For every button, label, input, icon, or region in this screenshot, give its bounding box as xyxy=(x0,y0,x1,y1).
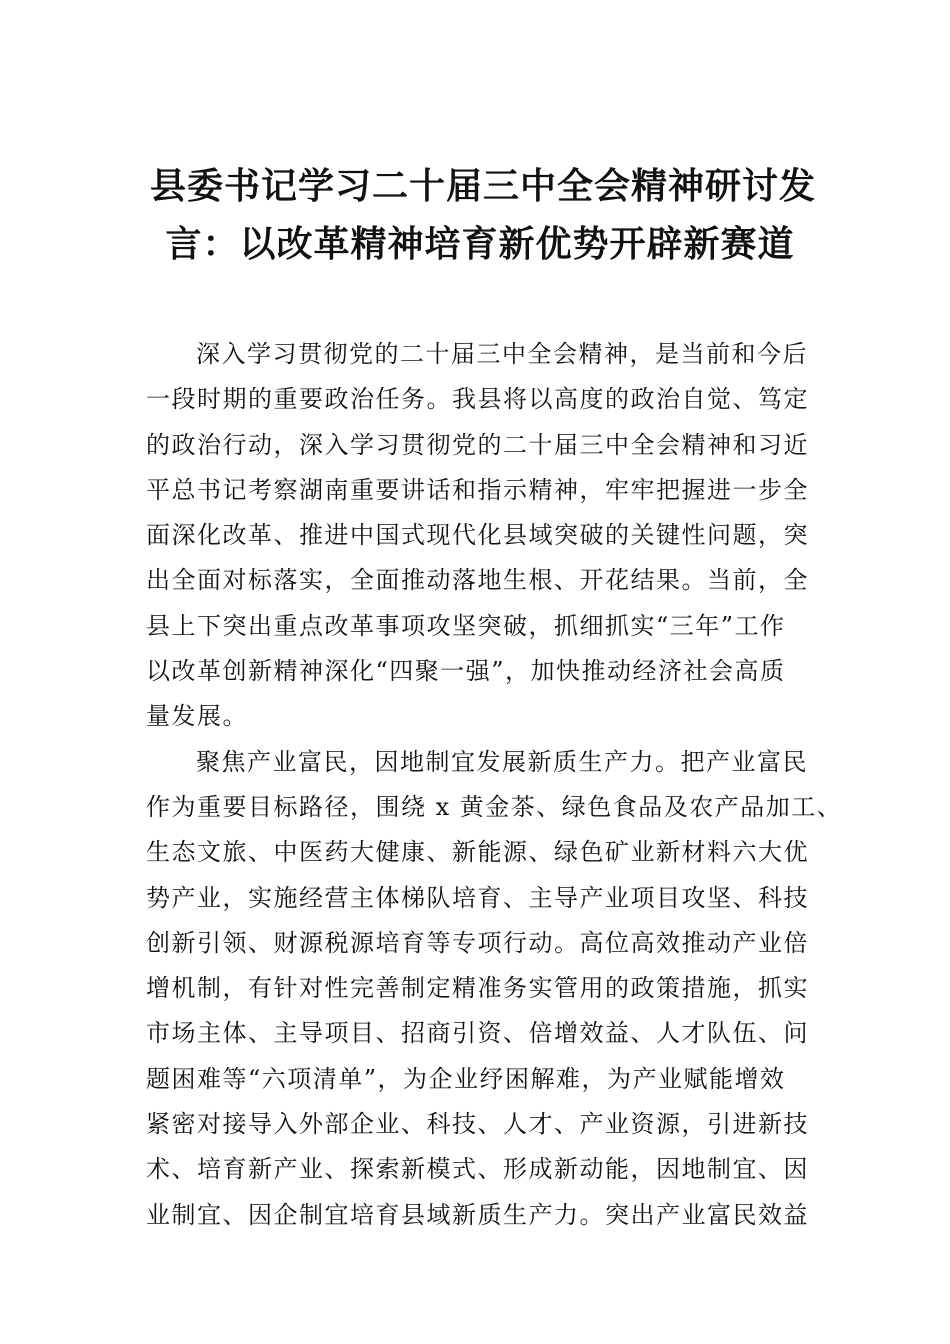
paragraph-line: 以改革创新精神深化“四聚一强”，加快推动经济社会高质 xyxy=(146,657,786,686)
paragraph-line: 出全面对标落实，全面推动落地生根、开花结果。当前，全 xyxy=(146,566,809,595)
paragraph-line: 作为重要目标路径，围绕 x 黄金茶、绿色食品及农产品加工、 xyxy=(146,792,843,821)
paragraph-line: 题困难等“六项清单”，为企业纾困解难，为产业赋能增效 xyxy=(146,1064,786,1093)
document-title xyxy=(150,158,817,274)
paragraph-2 xyxy=(146,740,843,1238)
paragraph-line: 县上下突出重点改革事项攻坚突破，抓细抓实“三年”工作 xyxy=(146,611,786,640)
document-body xyxy=(146,332,843,1238)
paragraph-line: 术、培育新产业、探索新模式、形成新动能，因地制宜、因 xyxy=(146,1155,809,1184)
paragraph-line: 市场主体、主导项目、招商引资、倍增效益、人才队伍、问 xyxy=(146,1019,809,1048)
paragraph-line: 紧密对接导入外部企业、科技、人才、产业资源，引进新技 xyxy=(146,1110,809,1139)
paragraph-line: 一段时期的重要政治任务。我县将以高度的政治自觉、笃定 xyxy=(146,385,809,414)
title-line-2: 言：以改革精神培育新优势开辟新赛道 xyxy=(165,224,795,265)
paragraph-line: 深入学习贯彻党的二十届三中全会精神，是当前和今后 xyxy=(196,340,808,368)
paragraph-1 xyxy=(146,332,808,740)
paragraph-line: 创新引领、财源税源培育等专项行动。高位高效推动产业倍 xyxy=(146,928,809,957)
paragraph-line: 势产业，实施经营主体梯队培育、主导产业项目攻坚、科技 xyxy=(146,883,809,912)
paragraph-line: 聚焦产业富民，因地制宜发展新质生产力。把产业富民 xyxy=(196,747,808,776)
paragraph-line: 平总书记考察湖南重要讲话和指示精神，牢牢把握进一步全 xyxy=(146,475,809,504)
paragraph-line: 的政治行动，深入学习贯彻党的二十届三中全会精神和习近 xyxy=(146,430,809,459)
paragraph-line: 增机制，有针对性完善制定精准务实管用的政策措施，抓实 xyxy=(146,974,809,1003)
paragraph-line: 量发展。 xyxy=(146,702,248,731)
title-line-1: 县委书记学习二十届三中全会精神研讨发 xyxy=(150,166,817,207)
paragraph-line: 面深化改革、推进中国式现代化县域突破的关键性问题，突 xyxy=(146,521,809,550)
paragraph-line: 生态文旅、中医药大健康、新能源、绿色矿业新材料六大优 xyxy=(146,838,809,867)
paragraph-line: 业制宜、因企制宜培育县域新质生产力。突出产业富民效益 xyxy=(146,1200,809,1229)
